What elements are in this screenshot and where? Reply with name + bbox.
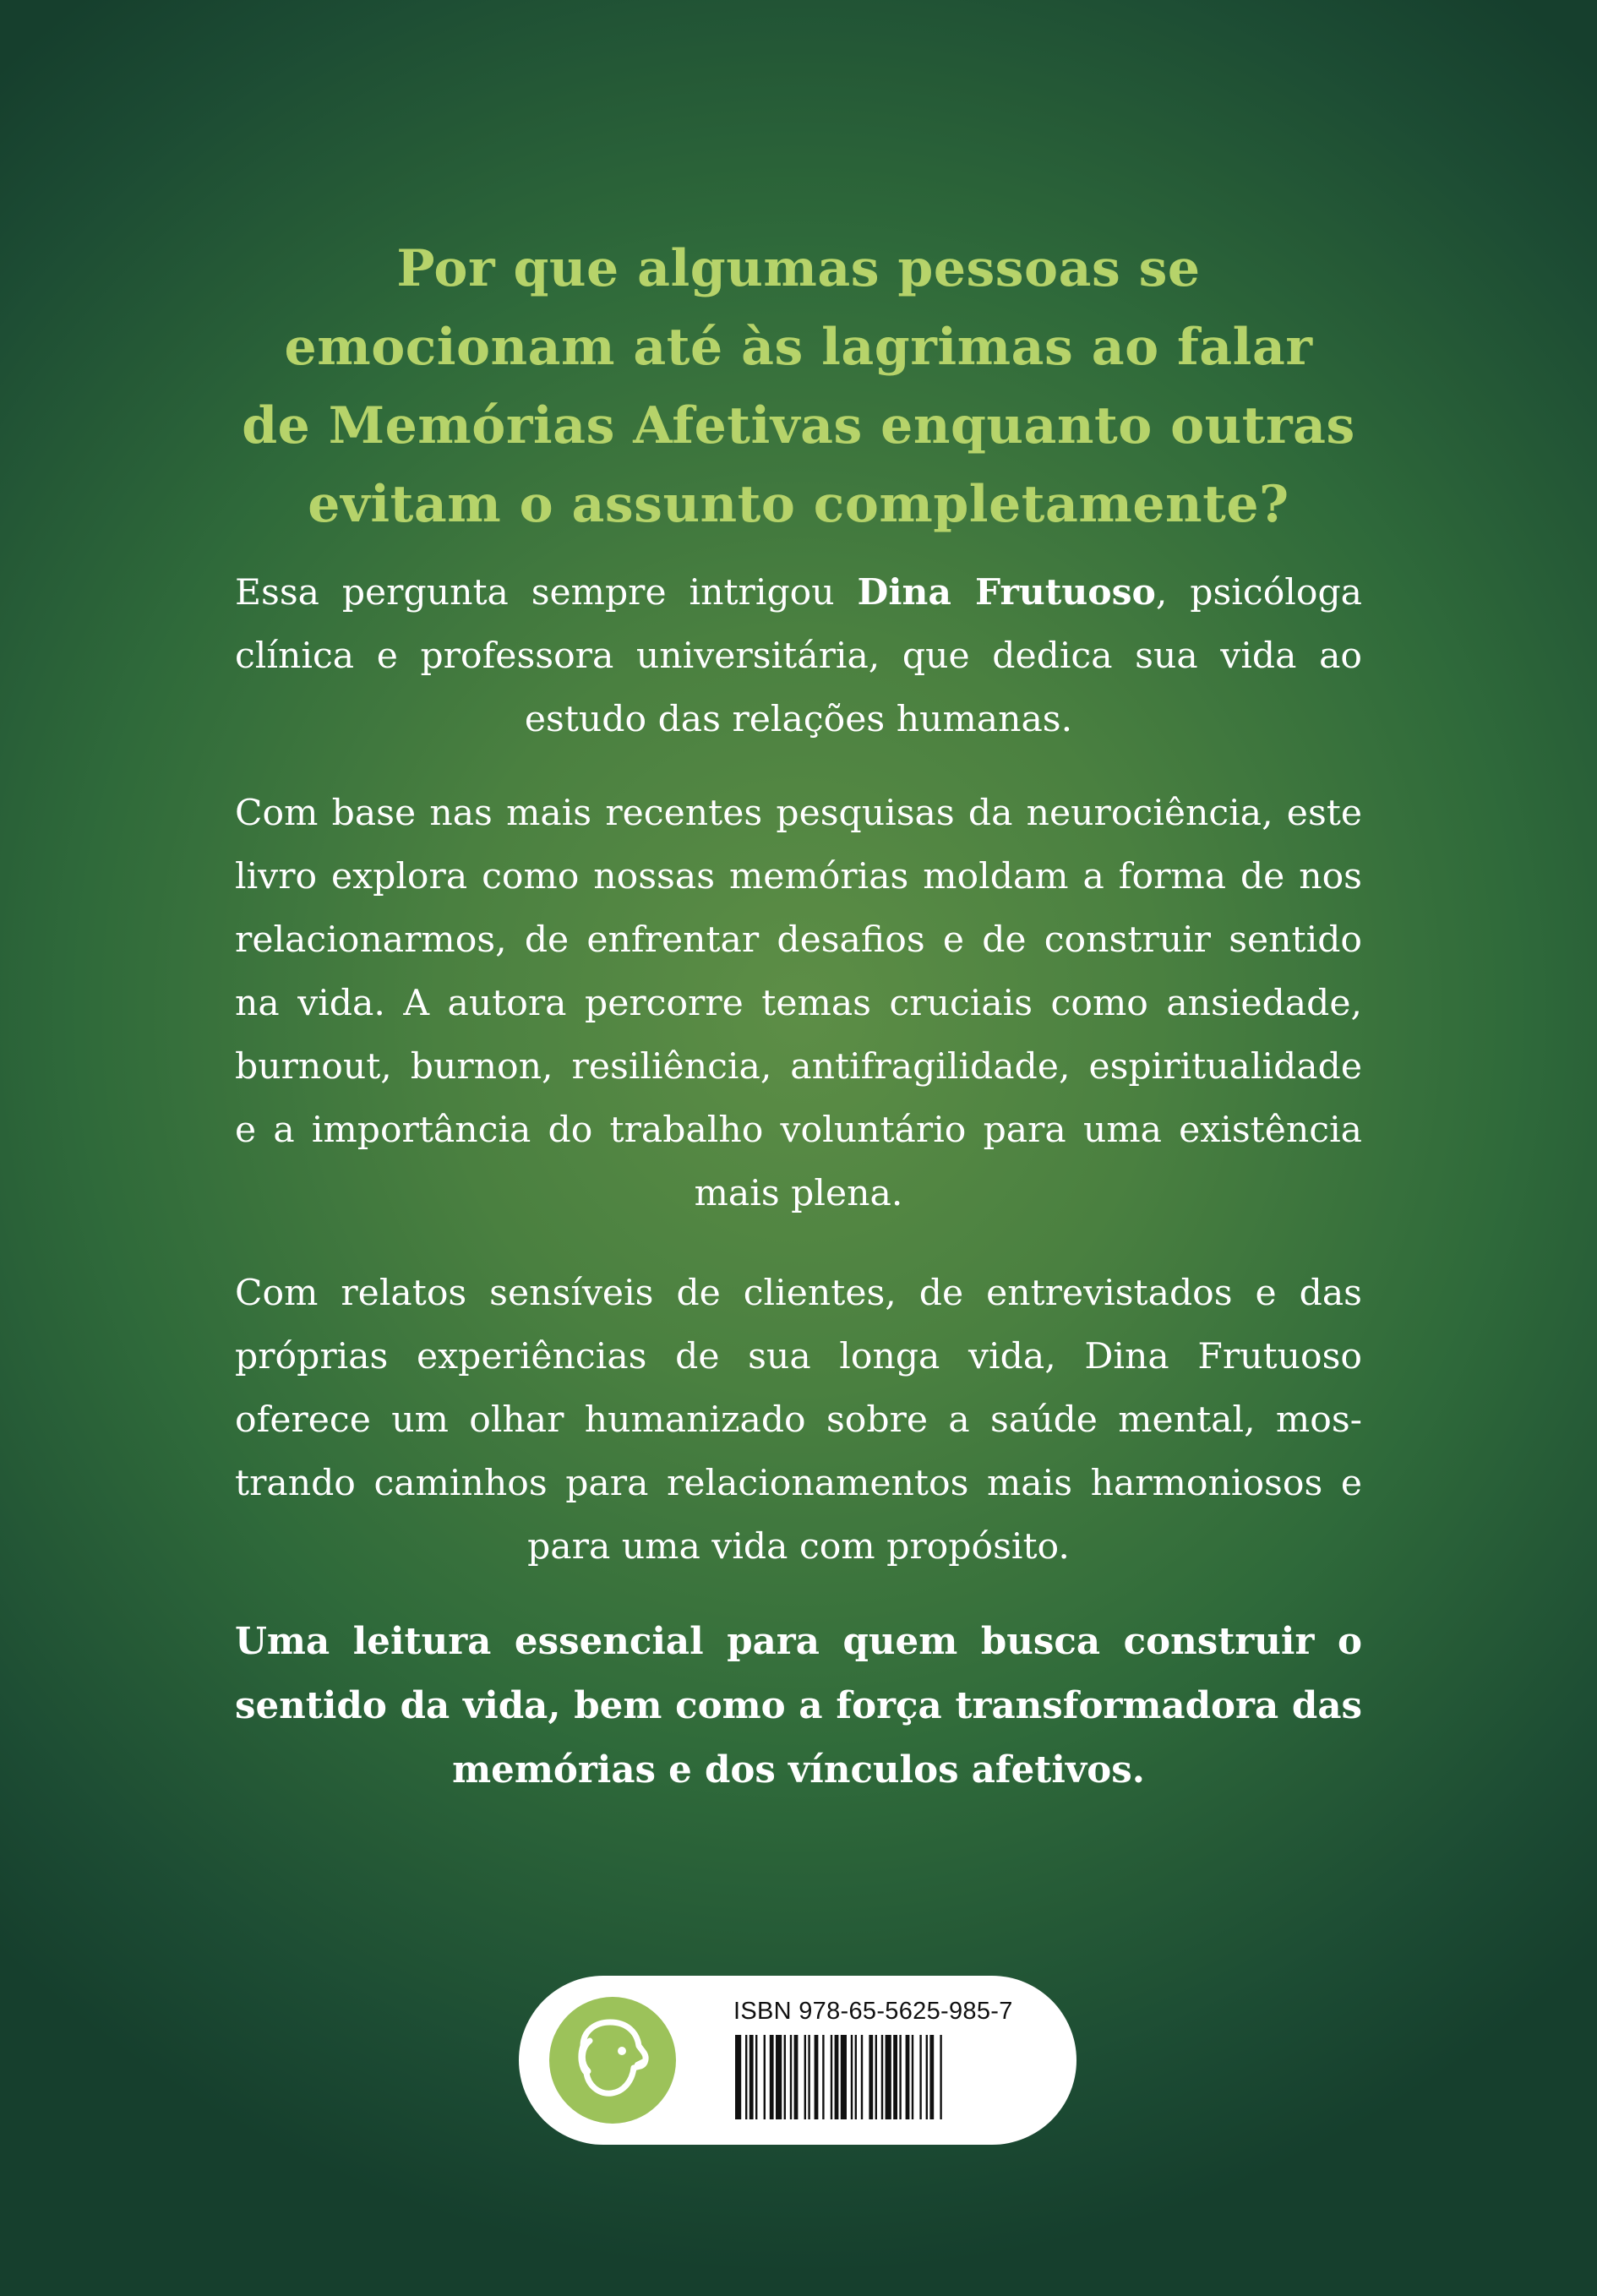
barcode-bar xyxy=(940,2035,941,2119)
headline xyxy=(211,230,1386,544)
barcode-bar xyxy=(919,2035,921,2119)
barcode-bar xyxy=(929,2035,934,2119)
barcode-bar xyxy=(841,2035,847,2119)
barcode-bar xyxy=(893,2035,897,2119)
barcode-bar xyxy=(906,2035,910,2119)
barcode-bar xyxy=(770,2035,774,2119)
barcode-bar xyxy=(784,2035,786,2119)
barcode-bar xyxy=(776,2035,782,2119)
headline-line: evitam o assunto completamente? xyxy=(308,475,1289,534)
barcode-bar xyxy=(861,2035,863,2119)
barcode-bar xyxy=(745,2035,747,2119)
barcode-bar xyxy=(755,2035,757,2119)
barcode-bar xyxy=(808,2035,809,2119)
barcode-bar xyxy=(899,2035,901,2119)
barcode-bar xyxy=(875,2035,877,2119)
barcode-bar xyxy=(822,2035,824,2119)
barcode-bar xyxy=(764,2035,766,2119)
headline-line: emocionam até às lagrimas ao falar xyxy=(284,318,1313,377)
barcode-bar xyxy=(831,2035,832,2119)
closing-statement: Uma leitura essencial para quem busca construir o sentido da vida, bem como a força transformadora das memórias e dos vínculos afetivos. xyxy=(235,1620,1362,1792)
intro-text-before: Essa pergunta sempre intrigou xyxy=(235,572,858,614)
isbn-label: ISBN 978-65-5625-985-7 xyxy=(733,1998,1013,2025)
barcode-bar xyxy=(749,2035,754,2119)
barcode-bar xyxy=(912,2035,913,2119)
barcode-bar xyxy=(886,2035,891,2119)
intro-text-after: , psicóloga clínica e professora universitária, que dedica sua vida ao estudo das relações humanas. xyxy=(235,572,1362,740)
barcode-bar xyxy=(869,2035,873,2119)
body-paragraph-stories: Com relatos sensíveis de clientes, de entrevistados e das próprias experiências de sua longa vida, Dina Frutuoso oferece um olhar humanizado sobre a saúde mental, mos-trando caminhos para relacionamentos mais harmoniosos e para uma vida com propósito. xyxy=(235,1273,1362,1568)
intro-paragraph xyxy=(235,561,1362,751)
body-paragraph-neuroscience: Com base nas mais recentes pesquisas da neurociência, este livro explora como nossas memórias moldam a forma de nos relacionarmos, de enfrentar desafios e de construir sentido na vida. A autora percorre temas cruciais como ansiedade, burnout, burnon, resiliência, antifragilidade, espiritualidade e a importância do trabalho voluntário para uma existência mais plena. xyxy=(235,793,1362,1214)
isbn-panel xyxy=(519,1976,1076,2145)
barcode-bar xyxy=(790,2035,792,2119)
barcode-bar xyxy=(835,2035,839,2119)
author-name: Dina Frutuoso xyxy=(857,571,1156,614)
barcode-bar xyxy=(815,2035,819,2119)
barcode-icon xyxy=(733,2035,1004,2119)
barcode-bar xyxy=(851,2035,853,2119)
barcode-bar xyxy=(735,2035,741,2119)
barcode-bar xyxy=(794,2035,798,2119)
dog-head-icon xyxy=(549,1997,676,2124)
headline-line: de Memórias Afetivas enquanto outras xyxy=(242,396,1355,455)
barcode-bar xyxy=(881,2035,883,2119)
barcode-bar xyxy=(855,2035,857,2119)
headline-line: Por que algumas pessoas se xyxy=(396,239,1201,298)
barcode-bar xyxy=(926,2035,928,2119)
barcode-bar xyxy=(804,2035,806,2119)
